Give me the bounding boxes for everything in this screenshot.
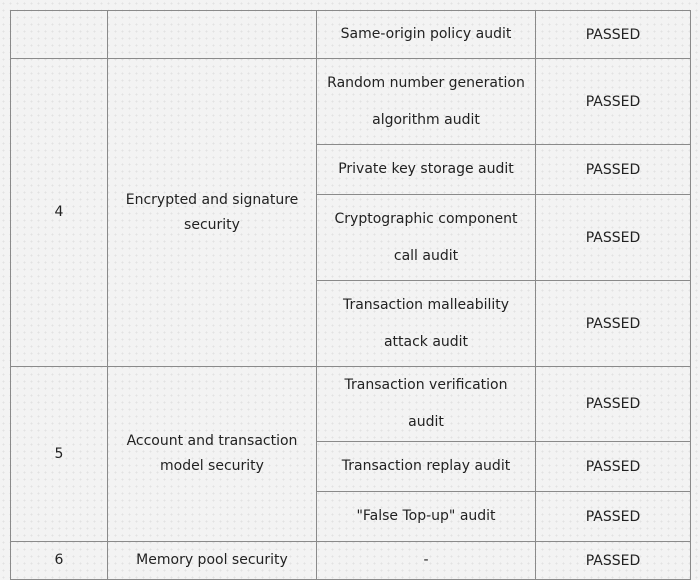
audit-item-cell: Private key storage audit xyxy=(317,145,536,195)
table-row xyxy=(11,11,691,59)
category-cell xyxy=(108,11,317,59)
audit-result-cell: PASSED xyxy=(536,492,691,542)
audit-result-cell: PASSED xyxy=(536,195,691,281)
table-row xyxy=(11,367,691,442)
audit-table xyxy=(10,10,691,580)
category-cell: Memory pool security xyxy=(108,542,317,580)
audit-item-cell: Random number generation algorithm audit xyxy=(317,59,536,145)
table-row xyxy=(11,59,691,145)
audit-item-cell: Transaction malleability attack audit xyxy=(317,281,536,367)
category-cell: Account and transaction model security xyxy=(108,367,317,542)
category-cell: Encrypted and signature security xyxy=(108,59,317,367)
audit-item-cell: Transaction verification audit xyxy=(317,367,536,442)
audit-result-cell: PASSED xyxy=(536,542,691,580)
audit-result-cell: PASSED xyxy=(536,59,691,145)
audit-item-cell: Cryptographic component call audit xyxy=(317,195,536,281)
audit-result-cell: PASSED xyxy=(536,367,691,442)
row-number-cell xyxy=(11,11,108,59)
row-number-cell: 6 xyxy=(11,542,108,580)
row-number-cell: 5 xyxy=(11,367,108,542)
audit-result-cell: PASSED xyxy=(536,145,691,195)
audit-item-cell: Same-origin policy audit xyxy=(317,11,536,59)
audit-item-cell: "False Top-up" audit xyxy=(317,492,536,542)
audit-result-cell: PASSED xyxy=(536,442,691,492)
audit-result-cell: PASSED xyxy=(536,281,691,367)
audit-result-cell: PASSED xyxy=(536,11,691,59)
row-number-cell: 4 xyxy=(11,59,108,367)
audit-item-cell: Transaction replay audit xyxy=(317,442,536,492)
audit-item-cell: - xyxy=(317,542,536,580)
